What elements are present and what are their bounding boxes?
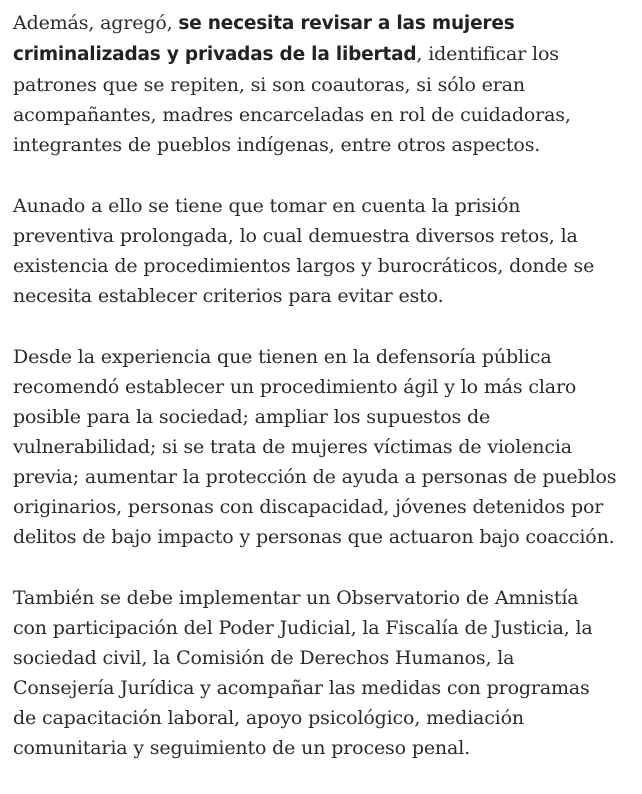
text-line [13, 583, 639, 613]
article-paragraph [13, 191, 639, 311]
text-segment: necesita establecer criterios para evitar esto. [13, 285, 444, 307]
text-line [13, 372, 639, 402]
bold-text: se necesita revisar a las mujeres [178, 13, 515, 34]
text-segment: posible para la sociedad; ampliar los supuestos de [13, 406, 491, 428]
text-line [13, 522, 639, 552]
text-segment: acompañantes, madres encarceladas en rol de cuidadoras, [13, 104, 571, 126]
text-line [13, 281, 639, 311]
text-line [13, 221, 639, 251]
text-line [13, 251, 639, 281]
text-line [13, 191, 639, 221]
text-segment: preventiva prolongada, lo cual demuestra diversos retos, la [13, 225, 578, 247]
text-line [13, 703, 639, 733]
text-segment: existencia de procedimientos largos y burocráticos, donde se [13, 255, 595, 277]
bold-text: criminalizadas y privadas de la libertad [13, 44, 417, 65]
text-segment: También se debe implementar un Observatorio de Amnistía [13, 587, 579, 609]
text-line [13, 39, 639, 70]
text-segment: Desde la experiencia que tienen en la defensoría pública [13, 346, 552, 368]
text-line [13, 432, 639, 462]
text-segment: con participación del Poder Judicial, la Fiscalía de Justicia, la [13, 617, 593, 639]
text-segment: de capacitación laboral, apoyo psicológico, mediación [13, 707, 524, 729]
text-line [13, 492, 639, 522]
text-line [13, 70, 639, 100]
text-segment: Consejería Jurídica y acompañar las medidas con programas [13, 677, 590, 699]
text-segment: , identificar los [416, 43, 559, 65]
text-line [13, 8, 639, 39]
text-line [13, 130, 639, 160]
article-paragraph [13, 8, 639, 160]
text-segment: vulnerabilidad; si se trata de mujeres víctimas de violencia [13, 436, 572, 458]
text-line [13, 100, 639, 130]
text-line [13, 342, 639, 372]
text-line [13, 673, 639, 703]
text-segment: Aunado a ello se tiene que tomar en cuenta la prisión [13, 195, 521, 217]
text-segment: integrantes de pueblos indígenas, entre otros aspectos. [13, 134, 541, 156]
text-segment: delitos de bajo impacto y personas que actuaron bajo coacción. [13, 526, 615, 548]
text-segment: sociedad civil, la Comisión de Derechos Humanos, la [13, 647, 515, 669]
text-line [13, 643, 639, 673]
text-segment: patrones que se repiten, si son coautoras, si sólo eran [13, 74, 525, 96]
text-line [13, 733, 639, 763]
text-segment: originarios, personas con discapacidad, jóvenes detenidos por [13, 496, 604, 518]
text-segment: recomendó establecer un procedimiento ágil y lo más claro [13, 376, 577, 398]
article-paragraph [13, 583, 639, 763]
article-body [13, 8, 639, 794]
article-paragraph [13, 342, 639, 552]
text-line [13, 462, 639, 492]
text-segment: comunitaria y seguimiento de un proceso penal. [13, 737, 471, 759]
text-segment: previa; aumentar la protección de ayuda a personas de pueblos [13, 466, 617, 488]
text-line [13, 402, 639, 432]
text-segment: Además, agregó, [13, 12, 179, 34]
text-line [13, 613, 639, 643]
